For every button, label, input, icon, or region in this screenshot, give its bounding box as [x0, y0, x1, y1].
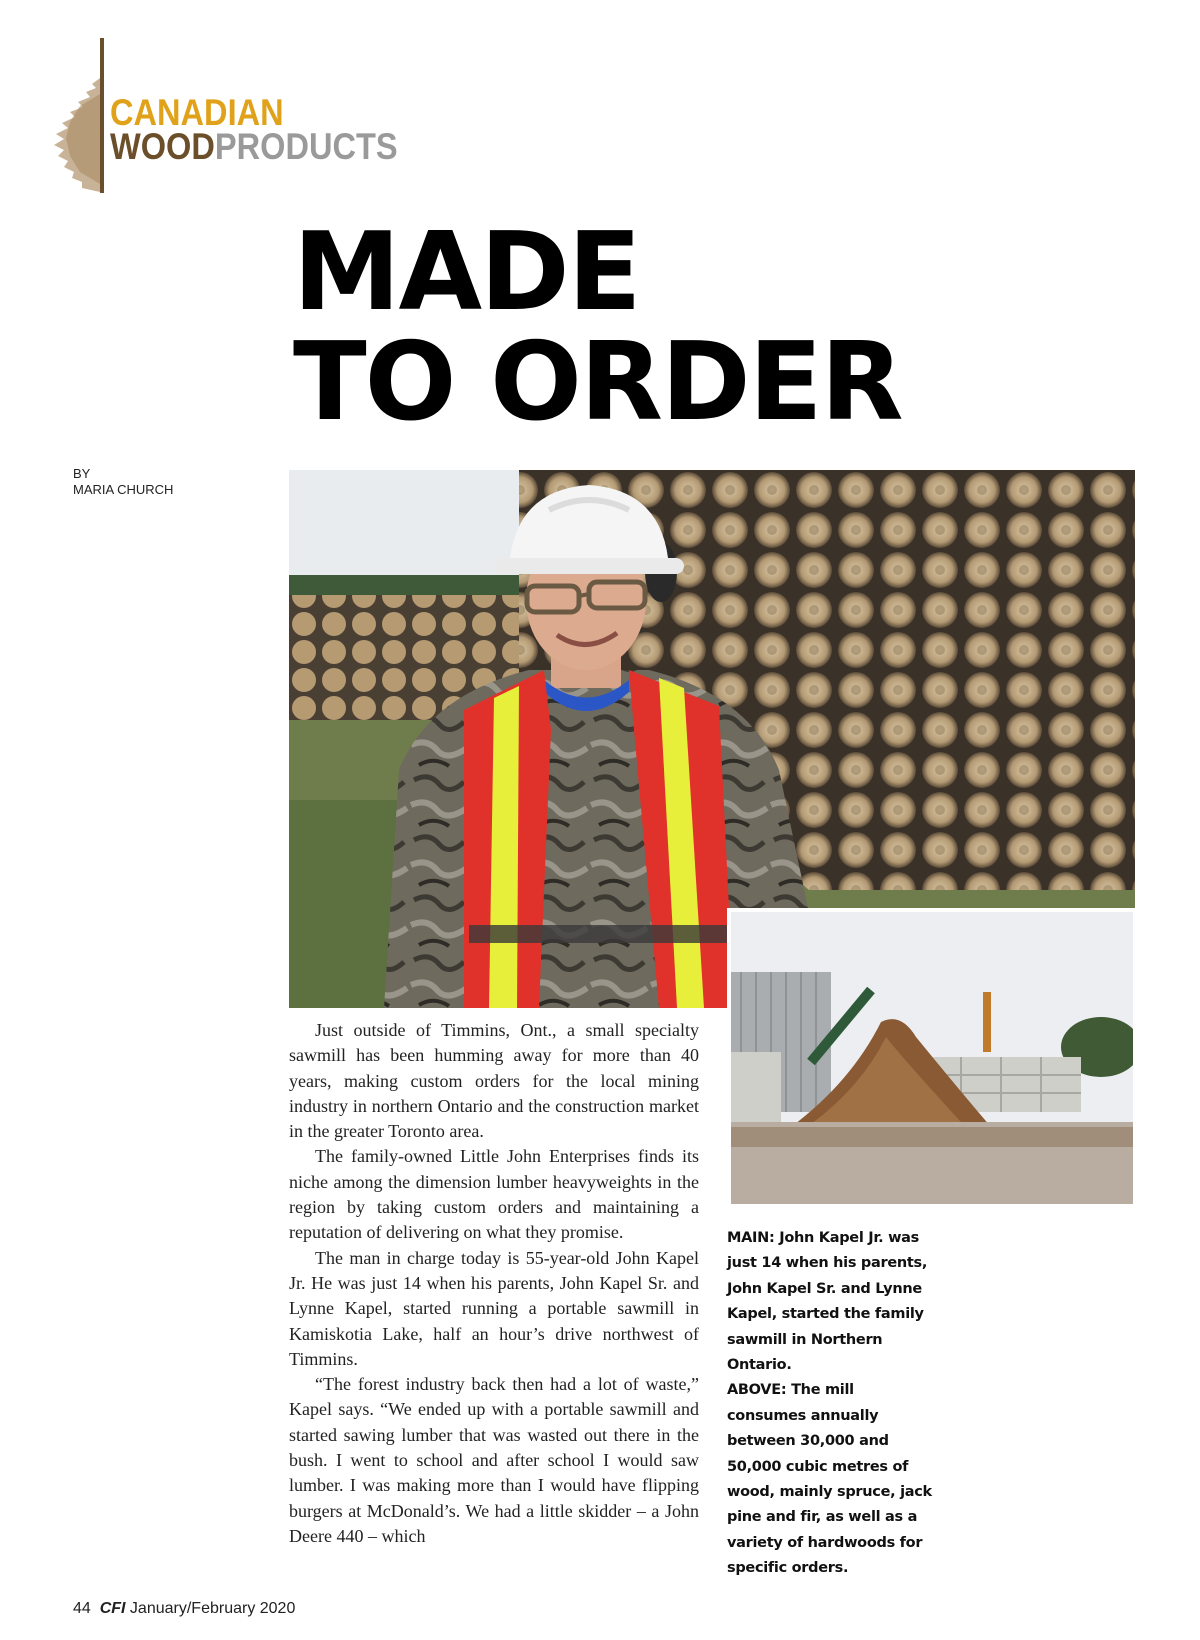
inset-photo-image: [731, 912, 1133, 1204]
body-paragraph: “The forest industry back then had a lot of waste,” Kapel says. “We ended up with a portable sawmill and started sawing lumber that was wasted out there in the bush. I went to school and after school I would saw lumber. I was making more than I would have flipping burgers at McDonald’s. We had a little skidder – a John Deere 440 – which: [289, 1374, 699, 1546]
caption-above: ABOVE: The mill consumes annually between 30,000 and 50,000 cubic metres of wood, mainly spruce, jack pine and fir, as well as a variety of hardwoods for specific orders.: [727, 1382, 932, 1577]
page-folio: [73, 1600, 295, 1618]
saw-blade-icon: [40, 76, 102, 194]
inset-photo-illustration: [731, 912, 1133, 1204]
logo-divider: [100, 38, 104, 193]
photo-caption: [727, 1226, 937, 1582]
body-paragraph: The man in charge today is 55-year-old John Kapel Jr. He was just 14 when his parents, John Kapel Sr. and Lynne Kapel, started running a portable sawmill in Kamiskotia Lake, half an hour’s drive northwest of Timmins.: [289, 1247, 699, 1369]
section-logo-text: [110, 92, 437, 167]
page-number: 44: [73, 1600, 91, 1617]
byline: [73, 466, 173, 498]
headline-line-1: MADE: [293, 210, 640, 335]
logo-line-woodproducts: [110, 126, 398, 167]
body-paragraph: Just outside of Timmins, Ont., a small specialty sawmill has been humming away for more than 40 years, making custom orders for the local mining industry in northern Ontario and the construction market in the greater Toronto area.: [289, 1020, 699, 1142]
logo-word-wood: WOOD: [110, 126, 215, 167]
byline-prefix: BY: [73, 466, 91, 481]
logo-word-canadian: CANADIAN: [110, 92, 284, 133]
byline-author: MARIA CHURCH: [73, 482, 174, 497]
article-body: [289, 1018, 699, 1549]
body-paragraph: The family-owned Little John Enterprises finds its niche among the dimension lumber heavyweights in the region by taking custom orders and maintaining a reputation of delivering on what they promise.: [289, 1146, 699, 1243]
headline-line-2: TO ORDER: [293, 320, 902, 445]
section-logo: [40, 36, 400, 194]
article-headline: [293, 210, 902, 445]
magazine-name: CFI: [99, 1600, 126, 1617]
inset-photo: [727, 908, 1135, 1206]
issue-date: January/February 2020: [129, 1600, 296, 1617]
caption-main: MAIN: John Kapel Jr. was just 14 when his parents, John Kapel Sr. and Lynne Kapel, started the family sawmill in Northern Ontario.: [727, 1230, 928, 1374]
logo-word-products: PRODUCTS: [214, 126, 398, 167]
